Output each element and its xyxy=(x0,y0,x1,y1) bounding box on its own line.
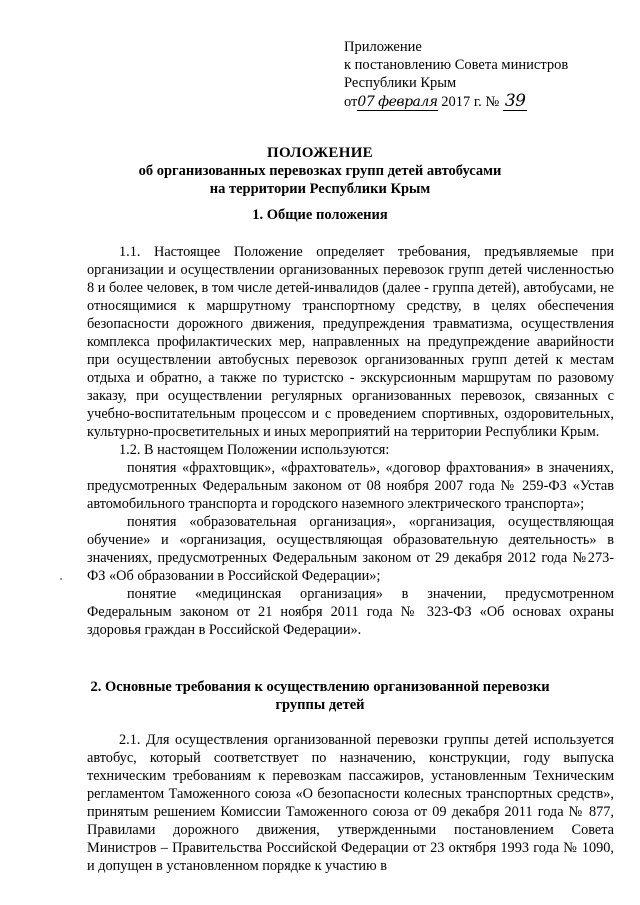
approval-line-2: к постановлению Совета министров xyxy=(344,57,569,73)
definition-2: понятия «образовательная организация», «организация, осуществляющая обучение» и «организация, осуществляющая образовательную деятельность» в значениях, предусмотренных Федеральным законом от 29 декабря 2012 года №273-ФЗ «Об образовании в Российской Федерации»; xyxy=(87,514,614,584)
handwritten-date: 07 февраля xyxy=(357,94,438,110)
section-2-body xyxy=(87,731,614,875)
scan-dot xyxy=(60,578,62,580)
title-line-2: об организованных перевозках групп детей автобусами xyxy=(138,163,502,179)
approval-date-line xyxy=(344,92,568,111)
date-prefix: от xyxy=(344,94,358,110)
definition-1: понятия «фрахтовщик», «фрахтователь», «договор фрахтования» в значениях, предусмотренных Федеральным законом от 08 ноября 2007 года № 259-ФЗ «Устав автомобильного транспорта и городского наземного электрического транспорта»; xyxy=(87,460,614,512)
definition-3: понятие «медицинская организация» в значении, предусмотренном Федеральным законом от 21 ноября 2011 года № 323-ФЗ «Об основах охраны здоровья граждан в Российской Федерации». xyxy=(87,586,614,638)
section-2-heading-line-1: 2. Основные требования к осуществлению организованной перевозки xyxy=(90,679,550,695)
section-1-heading: 1. Общие положения xyxy=(252,207,388,223)
approval-line-3: Республики Крым xyxy=(344,75,457,91)
approval-block xyxy=(344,38,568,111)
paragraph-2-1: 2.1. Для осуществления организованной перевозки группы детей используется автобус, который соответствует по назначению, конструкции, году выпуска техническим требованиям к перевозкам пассажиров, установленным Техническим регламентом Таможенного союза «О безопасности колесных транспортных средств», принятым решением Комиссии Таможенного союза от 09 декабря 2011 года № 877, Правилами дорожного движения, утвержденными постановлением Совета Министров – Правительства Российской Федерации от 23 октября 1993 года № 1090, и допущен в установленном порядке к участию в xyxy=(87,732,614,874)
section-2-heading xyxy=(0,678,640,714)
section-2-heading-line-2: группы детей xyxy=(275,697,365,713)
section-1-body xyxy=(87,243,614,639)
paragraph-1-1: 1.1. Настоящее Положение определяет требования, предъявляемые при организации и осуществлении организованных перевозок групп детей численностью 8 и более человек, в том числе детей-инвалидов (далее - группа детей), автобусами, не относящимися к маршрутному транспортному средству, в целях обеспечения безопасности дорожного движения, предупреждения травматизма, осуществления комплекса профилактических мер, направленных на предупреждение аварийности при осуществлении автобусных перевозок организованных групп детей к местам отдыха и обратно, а также по туристско - экскурсионным маршрутам по разовому заказу, при осуществлении регулярных организованных перевозок, связанных с учебно-воспитательным процессом и с проведением спортивных, оздоровительных, культурно-просветительных и иных мероприятий на территории Республики Крым. xyxy=(87,244,614,440)
title-line-3: на территории Республики Крым xyxy=(209,181,431,197)
handwritten-number: 39 xyxy=(504,91,526,111)
date-year: 2017 г. № xyxy=(441,94,500,110)
title-line-1: ПОЛОЖЕНИЕ xyxy=(267,145,373,161)
approval-line-1: Приложение xyxy=(344,39,422,55)
document-title xyxy=(0,144,640,198)
paragraph-1-2: 1.2. В настоящем Положении используются: xyxy=(119,442,390,458)
